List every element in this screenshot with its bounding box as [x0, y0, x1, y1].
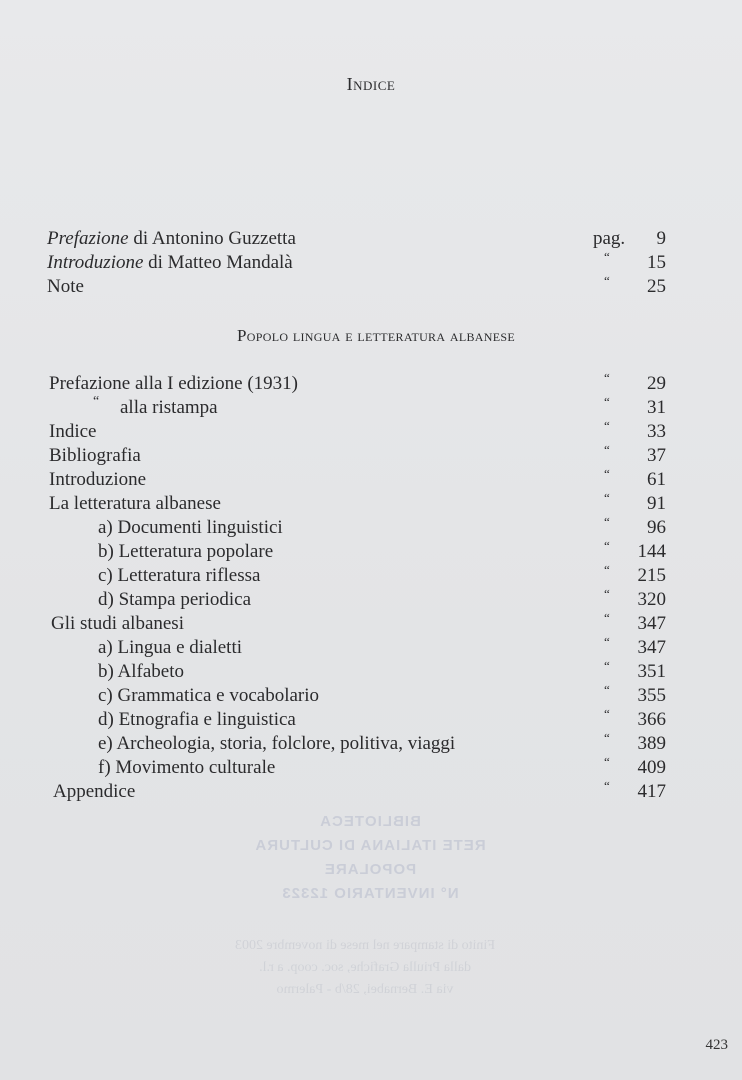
toc-entry	[0, 468, 742, 492]
toc-entry-label: a) Lingua e dialetti	[98, 637, 243, 658]
page-ref: 355	[637, 685, 666, 706]
toc-entry-label: Gli studi albanesi	[51, 613, 184, 634]
ditto-mark: “	[604, 490, 610, 505]
toc-entry	[0, 227, 742, 251]
toc-entry-label: Prefazione alla I edizione (1931)	[49, 373, 298, 394]
ditto-mark: “	[604, 754, 610, 769]
ditto-mark: “	[604, 610, 610, 625]
ditto-mark: “	[604, 370, 610, 385]
toc-entry-label: Bibliografia	[49, 445, 141, 466]
page-ref: 417	[637, 781, 666, 802]
section-title: Popolo lingua e letteratura albanese	[237, 326, 515, 345]
toc-entry-label: b) Alfabeto	[98, 661, 185, 682]
page-ref: 31	[647, 397, 666, 418]
toc-entry-label: c) Grammatica e vocabolario	[98, 685, 320, 706]
page-number: 423	[705, 1037, 728, 1053]
ditto-mark: “	[604, 273, 610, 288]
toc-entry-label: Introduzione di Matteo Mandalà	[47, 252, 293, 273]
colophon: Finito di stampare nel mese di novembre 2003 dalla Priulla Grafiche, soc. coop. a r.l. via E. Bernabei, 28/b - Palermo	[234, 938, 496, 997]
toc-entry-label: La letteratura albanese	[49, 493, 221, 514]
ditto-mark: “	[604, 514, 610, 529]
toc-entry-label: b) Letteratura popolare	[98, 541, 274, 562]
toc-entry	[0, 396, 742, 420]
toc-entry	[0, 780, 742, 804]
ditto-mark: “	[604, 538, 610, 553]
ditto-mark: “	[604, 249, 610, 264]
toc-subentry	[0, 564, 742, 588]
ditto-mark: “	[604, 442, 610, 457]
ditto-mark: “	[93, 394, 100, 409]
page-ref: 9	[656, 228, 666, 249]
page-ref: 37	[647, 445, 666, 466]
ditto-mark: “	[604, 562, 610, 577]
page-ref: 144	[637, 541, 666, 562]
page-ref: 96	[647, 517, 666, 538]
page-ref: 29	[647, 373, 666, 394]
toc-entry	[0, 275, 742, 299]
toc-subentry	[0, 636, 742, 660]
toc-subentry	[0, 588, 742, 612]
page-ref: 320	[637, 589, 666, 610]
ditto-mark: “	[604, 634, 610, 649]
pag-label: pag.	[593, 228, 626, 249]
toc-entry-label: Note	[47, 276, 84, 297]
toc-entry-label: Introduzione	[49, 469, 147, 490]
ditto-mark: “	[604, 682, 610, 697]
page-ref: 33	[647, 421, 666, 442]
page-ref: 91	[647, 493, 666, 514]
page-ref: 351	[637, 661, 666, 682]
page-ref: 61	[647, 469, 666, 490]
toc-entry-label: Prefazione di Antonino Guzzetta	[47, 228, 296, 249]
page-ref: 389	[637, 733, 666, 754]
toc-entry	[0, 444, 742, 468]
page-ref: 366	[637, 709, 666, 730]
toc-entry-label: e) Archeologia, storia, folclore, politiva, viaggi	[98, 733, 456, 754]
toc-entry-label: a) Documenti linguistici	[98, 517, 283, 538]
toc-entry-label: Appendice	[53, 781, 136, 802]
page-ref: 409	[637, 757, 666, 778]
toc-entry-label: f) Movimento culturale	[98, 757, 276, 778]
page-ref: 347	[637, 637, 666, 658]
ditto-mark: “	[604, 418, 610, 433]
page-ref: 25	[647, 276, 666, 297]
toc-entry-label: d) Etnografia e linguistica	[98, 709, 296, 730]
toc-entry-label: alla ristampa	[120, 397, 218, 418]
toc-subentry	[0, 516, 742, 540]
toc-entry	[0, 372, 742, 396]
toc-entry-label: Indice	[49, 421, 97, 442]
toc-subentry	[0, 708, 742, 732]
library-stamp: BIBLIOTECA RETE ITALIANA DI CULTURA POPOLARE N° INVENTARIO 12323	[254, 813, 486, 902]
toc-entry	[0, 492, 742, 516]
toc-subentry	[0, 684, 742, 708]
toc-entry-label: d) Stampa periodica	[98, 589, 252, 610]
toc-subentry	[0, 756, 742, 780]
ditto-mark: “	[604, 586, 610, 601]
toc-subentry	[0, 660, 742, 684]
toc-entry-label: c) Letteratura riflessa	[98, 565, 261, 586]
toc-subentry	[0, 732, 742, 756]
toc-entry	[0, 251, 742, 275]
page-title: Indice	[346, 74, 396, 94]
toc-entry	[0, 420, 742, 444]
ditto-mark: “	[604, 658, 610, 673]
ditto-mark: “	[604, 730, 610, 745]
ditto-mark: “	[604, 466, 610, 481]
toc-entry	[0, 612, 742, 636]
ditto-mark: “	[604, 394, 610, 409]
page-ref: 15	[647, 252, 666, 273]
toc-subentry	[0, 540, 742, 564]
ditto-mark: “	[604, 706, 610, 721]
page-ref: 347	[637, 613, 666, 634]
ditto-mark: “	[604, 778, 610, 793]
page-ref: 215	[637, 565, 666, 586]
